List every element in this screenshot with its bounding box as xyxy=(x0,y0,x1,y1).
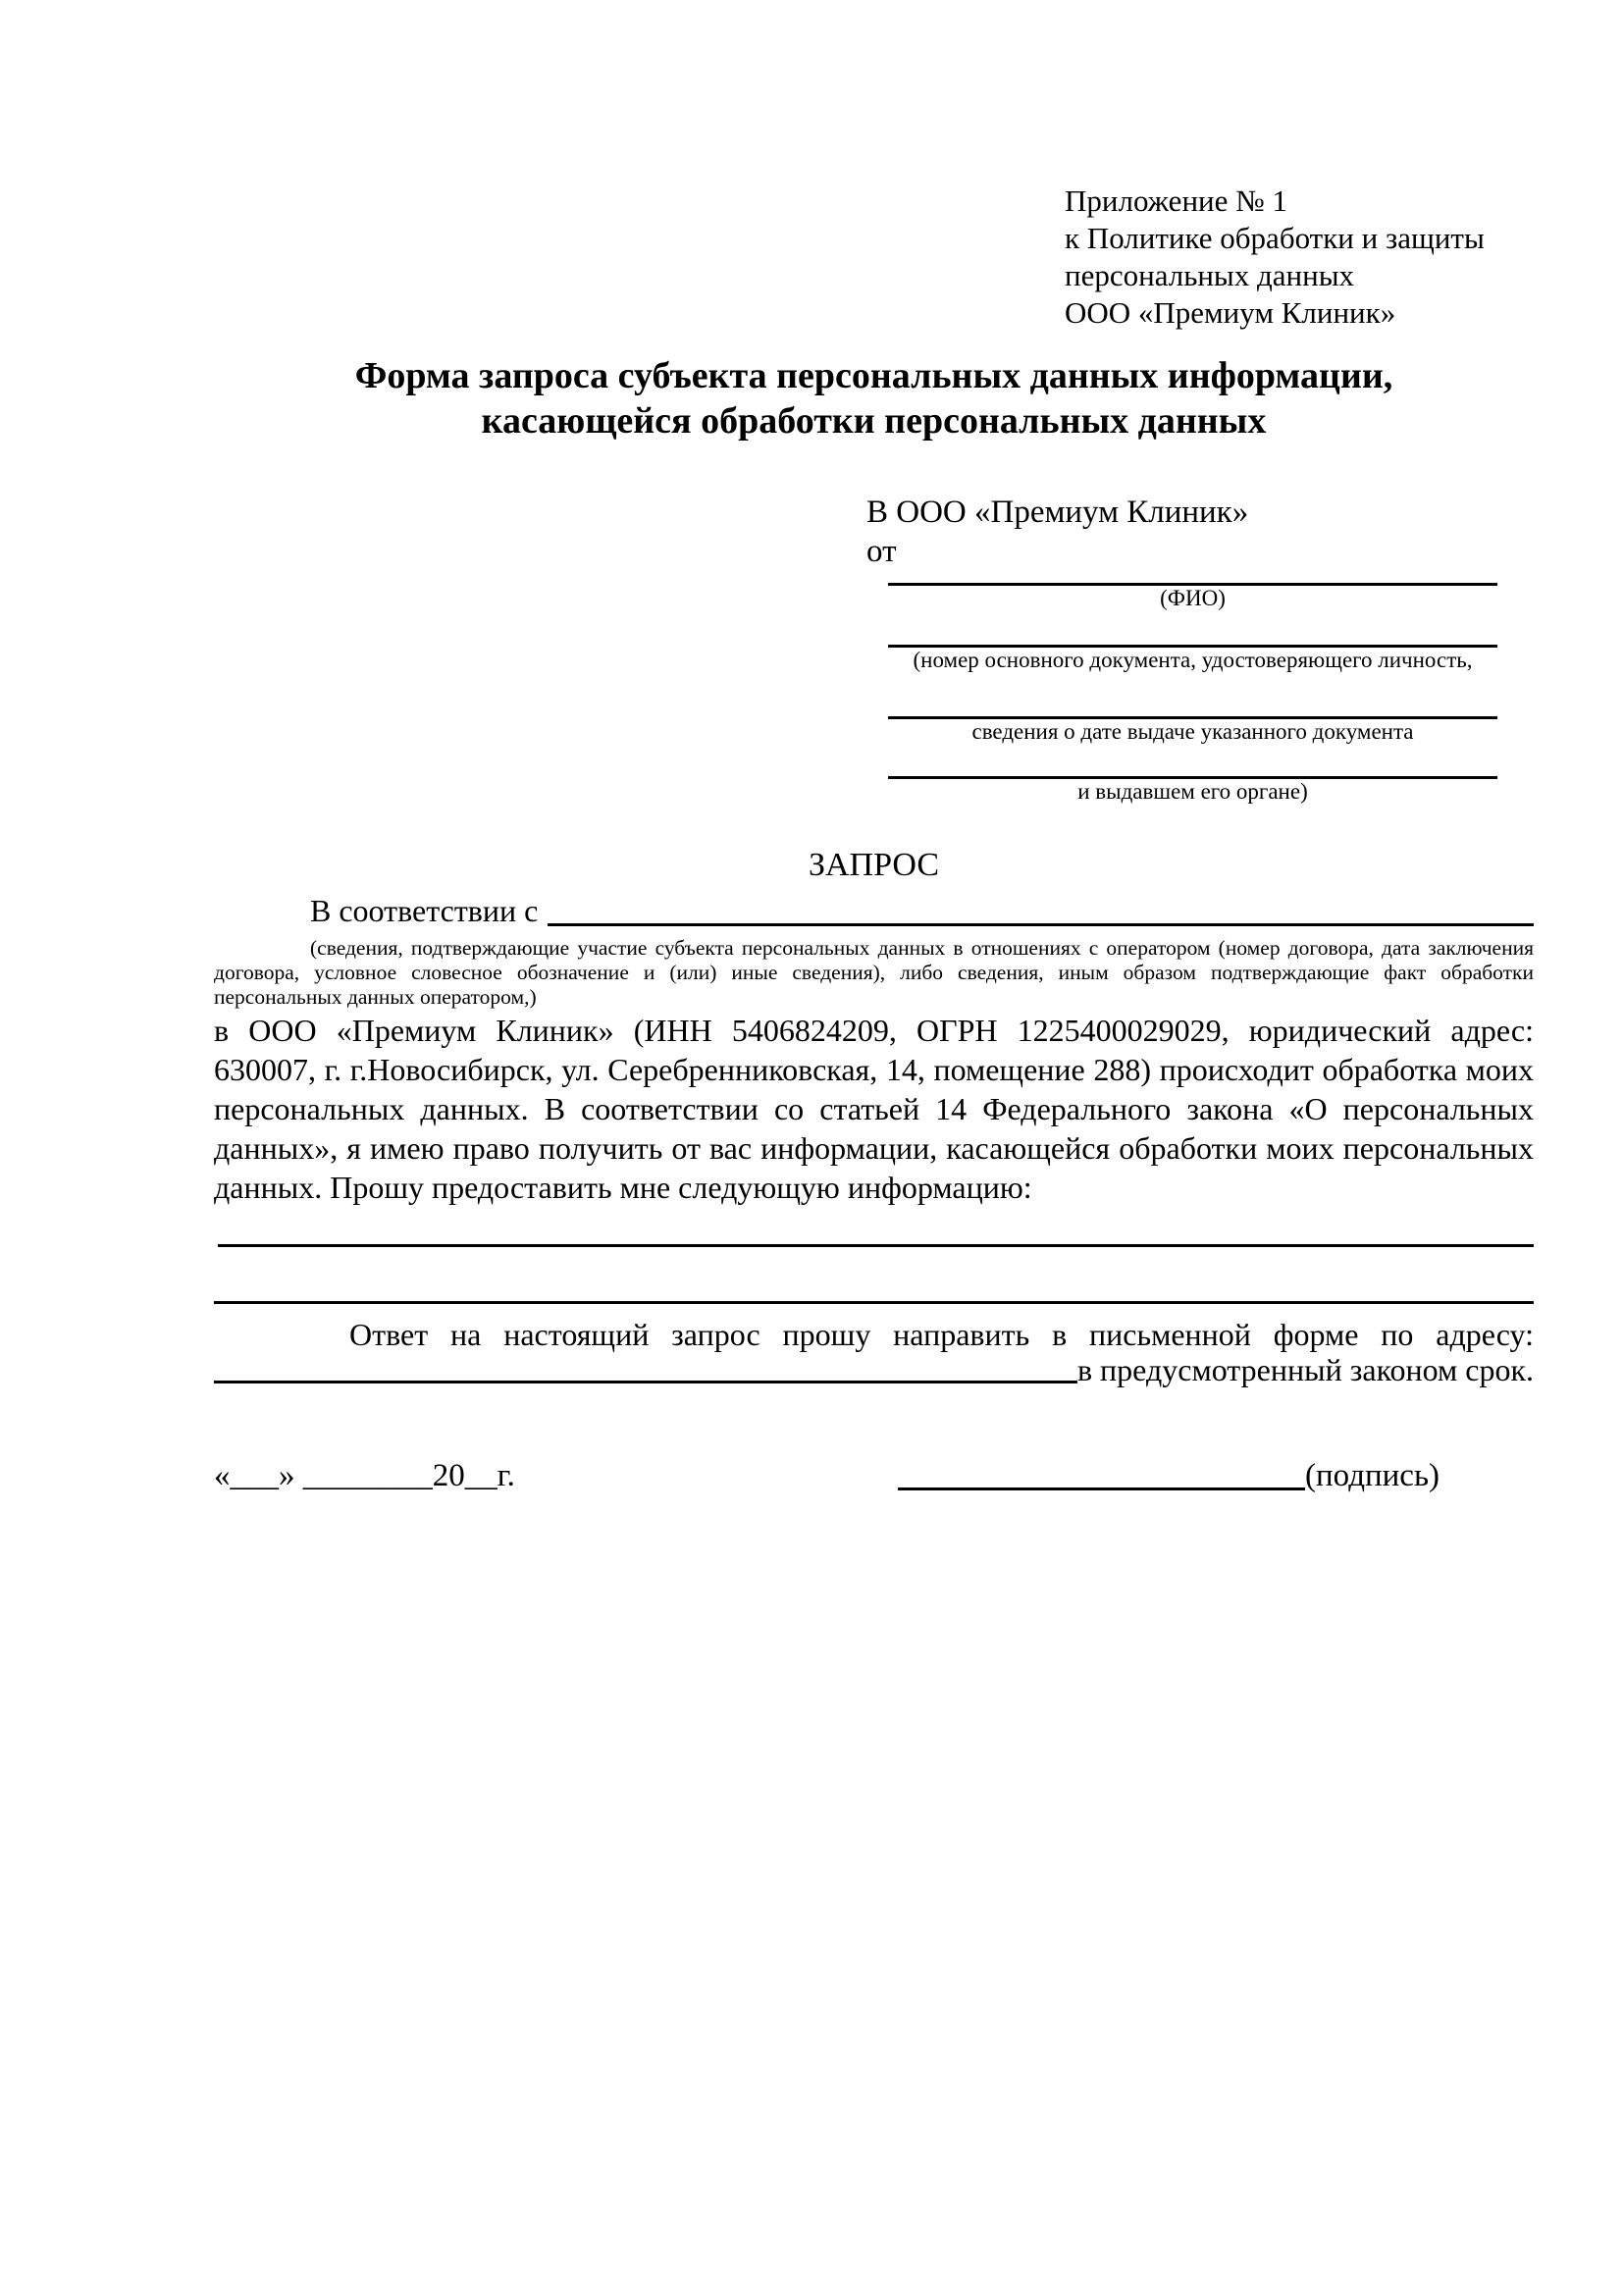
fill-in-line xyxy=(214,1381,1077,1383)
signature-row xyxy=(898,1456,1534,1495)
request-footnote: (сведения, подтверждающие участие субъекта персональных данных в отношениях с оператором (номер договора, дата заключения договора, условное словесное обозначение и (или) иные сведения), либо сведения, иным образом подтверждающие факт обработки персональных данных оператором,) xyxy=(214,936,1534,1009)
document-title-line1: Форма запроса субъекта персональных данных информации, xyxy=(354,355,1393,396)
addressee-field-document-number xyxy=(866,645,1497,673)
addressee-to: В ООО «Премиум Клиник» xyxy=(866,495,1249,530)
signature-line xyxy=(898,1487,1305,1490)
field-caption: и выдавшем его органе) xyxy=(1077,779,1308,804)
addressee-from: от xyxy=(866,534,897,569)
field-caption: (номер основного документа, удостоверяющего личность, xyxy=(913,648,1473,672)
fill-in-line xyxy=(214,1301,1534,1304)
request-intro-prefix: В соответствии с xyxy=(310,893,539,928)
addressee-field-issue-date xyxy=(866,716,1497,745)
request-body-paragraph: в ООО «Премиум Клиник» (ИНН 5406824209, ОГРН 1225400029029, юридический адрес: 630007, г. г.Новосибирск, ул. Серебренниковская, 14, помещение 288) происходит обработка моих персональных данных. В соответствии со статьей 14 Федерального закона «О персональных данных», я имею право получить от вас информации, касающейся обработки моих персональных данных. Прошу предоставить мне следующую информацию: xyxy=(214,1013,1534,1205)
appendix-header-line: персональных данных xyxy=(1065,258,1355,292)
addressee-block xyxy=(866,493,1497,805)
signature-caption: (подпись) xyxy=(1305,1458,1440,1493)
appendix-header-line: ООО «Премиум Клиник» xyxy=(1065,295,1396,330)
document-title xyxy=(214,353,1534,444)
fill-in-line xyxy=(218,1244,1534,1247)
date-line: «___» ________20__г. xyxy=(214,1458,515,1493)
request-heading: ЗАПРОС xyxy=(808,847,940,883)
request-intro xyxy=(214,891,1534,930)
appendix-header-line: к Политике обработки и защиты xyxy=(1065,221,1485,255)
addressee-field-issuing-authority xyxy=(866,776,1497,805)
appendix-header-line: Приложение № 1 xyxy=(1065,183,1287,218)
field-caption: (ФИО) xyxy=(1160,586,1226,610)
field-caption: сведения о дате выдаче указанного документа xyxy=(971,719,1414,744)
fill-in-line xyxy=(548,923,1534,926)
document-title-line2: касающейся обработки персональных данных xyxy=(481,400,1267,442)
reply-sentence: Ответ на настоящий запрос прошу направить в письменной форме по адресу: xyxy=(349,1317,1534,1352)
appendix-header xyxy=(1065,183,1485,332)
addressee-field-fio xyxy=(866,583,1497,611)
reply-suffix: в предусмотренный законом срок. xyxy=(1076,1352,1534,1387)
reply-address-row xyxy=(214,1350,1534,1389)
